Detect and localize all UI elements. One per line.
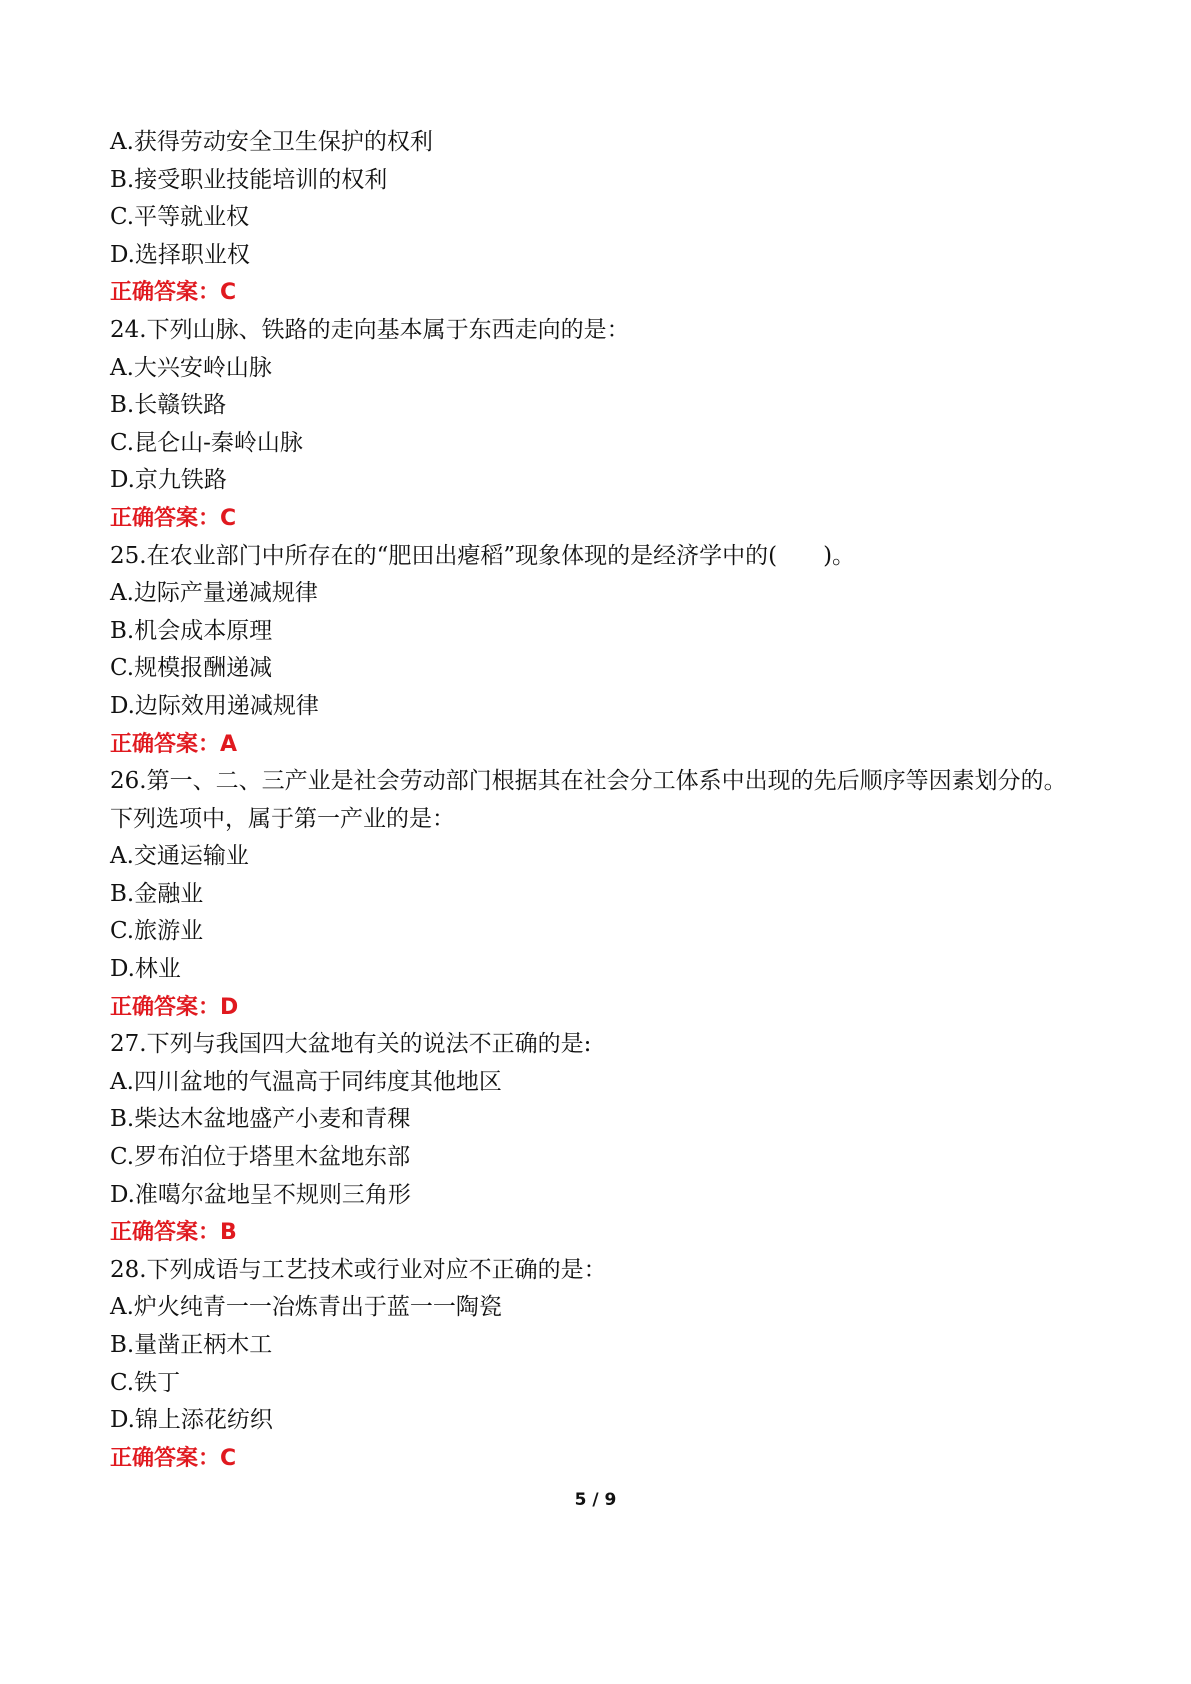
option-text: A.边际产量递减规律 <box>110 580 318 607</box>
question-text: 24.下列山脉、铁路的走向基本属于东西走向的是： <box>110 316 630 343</box>
option-text: D.边际效用递减规律 <box>110 692 319 719</box>
answer-line: 正确答案：B <box>110 1220 237 1246</box>
option-text: B.接受职业技能培训的权利 <box>110 166 388 193</box>
option-text: C.铁丁 <box>110 1369 181 1396</box>
option-text: C.平等就业权 <box>110 204 250 231</box>
option-text: D.准噶尔盆地呈不规则三角形 <box>110 1181 411 1208</box>
option-text: B.量凿正柄木工 <box>110 1332 273 1358</box>
option-text: D.锦上添花纺织 <box>110 1407 273 1434</box>
option-text: A.炉火纯青一一冶炼青出于蓝一一陶瓷 <box>110 1294 502 1321</box>
option-text: B.金融业 <box>110 880 204 907</box>
option-text: A.获得劳动安全卫生保护的权利 <box>110 129 433 155</box>
answer-line: 正确答案：C <box>110 280 237 306</box>
document-body <box>110 124 1110 1477</box>
question-text: 27.下列与我国四大盆地有关的说法不正确的是: <box>110 1031 592 1058</box>
question-text: 下列选项中，属于第一产业的是： <box>110 805 455 832</box>
answer-line: 正确答案：D <box>110 994 239 1020</box>
answer-line: 正确答案：A <box>110 731 238 757</box>
option-text: C.旅游业 <box>110 918 204 945</box>
option-text: B.长赣铁路 <box>110 392 227 419</box>
question-text: 25.在农业部门中所存在的“肥田出瘪稻”现象体现的是经济学中的( )。 <box>110 542 856 569</box>
page-number: 5 / 9 <box>574 1490 617 1510</box>
option-text: A.四川盆地的气温高于同纬度其他地区 <box>110 1068 502 1095</box>
option-text: D.选择职业权 <box>110 241 250 268</box>
answer-line: 正确答案：C <box>110 1445 237 1471</box>
option-text: C.昆仑山-秦岭山脉 <box>110 429 303 456</box>
option-text: B.机会成本原理 <box>110 617 273 644</box>
question-text: 28.下列成语与工艺技术或行业对应不正确的是： <box>110 1256 607 1283</box>
option-text: A.大兴安岭山脉 <box>110 354 272 381</box>
answer-line: 正确答案：C <box>110 505 237 531</box>
question-text: 26.第一、二、三产业是社会劳动部门根据其在社会分工体系中出现的先后顺序等因素划分的。 <box>110 768 1067 795</box>
option-text: D.林业 <box>110 956 181 983</box>
option-text: A.交通运输业 <box>110 843 249 870</box>
option-text: C.规模报酬递减 <box>110 655 273 682</box>
option-text: C.罗布泊位于塔里木盆地东部 <box>110 1144 411 1171</box>
option-text: B.柴达木盆地盛产小麦和青稞 <box>110 1106 411 1133</box>
option-text: D.京九铁路 <box>110 467 227 494</box>
